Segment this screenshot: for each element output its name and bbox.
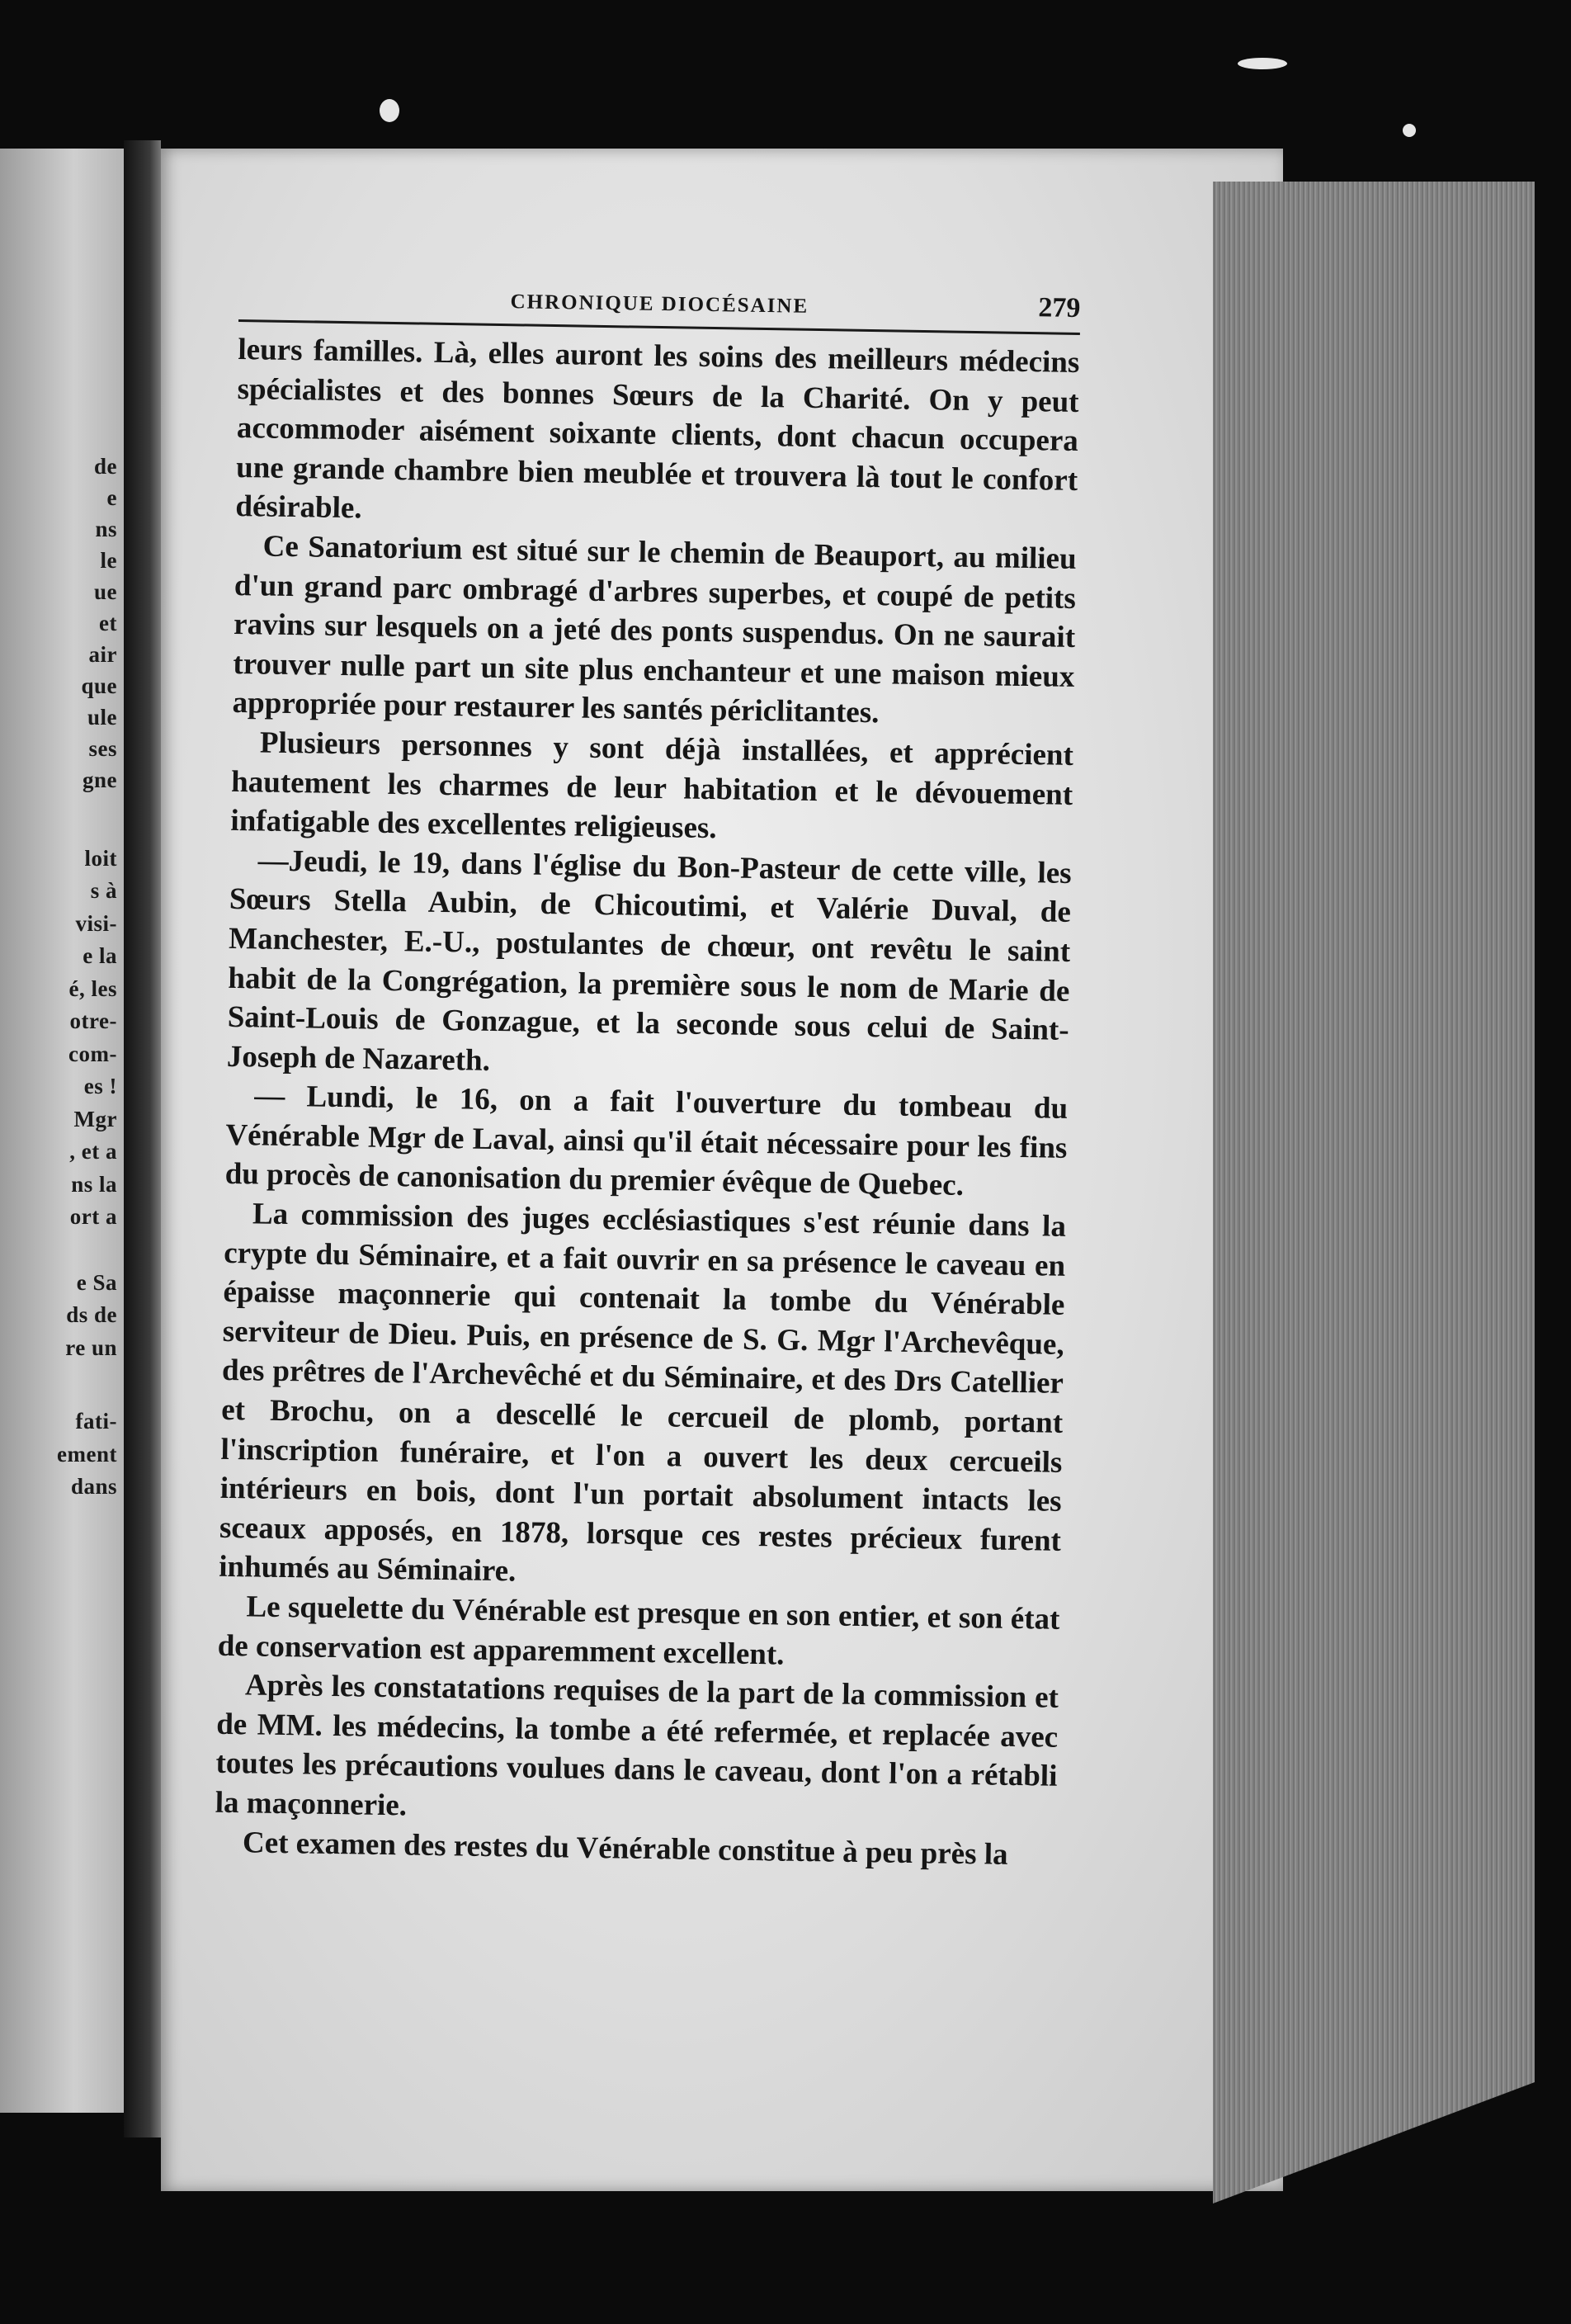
left-page-fragment: e xyxy=(106,485,117,510)
left-page-fragment: ds de xyxy=(66,1302,117,1327)
paragraph: Ce Sanatorium est situé sur le chemin de Beauport, au milieu d'un grand parc ombragé d'arbres superbes, et coupé de petits ravins sur lesquels on a jeté des ponts suspendus. On ne saurait trouver nulle part un site plus enchanteur et une maison mieux appropriée pour restaurer les santés périclitantes. xyxy=(232,529,1077,730)
left-page-fragment: , et a xyxy=(69,1139,117,1164)
left-page-fragment: ule xyxy=(87,705,117,730)
paragraph: Le squelette du Vénérable est presque en son entier, et son état de conservation est apparemment excellent. xyxy=(217,1589,1060,1672)
left-page-fragment: loit xyxy=(84,845,117,871)
left-page-edge xyxy=(0,149,124,2113)
paragraph: Après les constatations requises de la part de la commission et de MM. les médecins, la tombe a été refermée, et replacée avec toutes les précautions voulues dans le caveau, dont l'on a rétabli la maçonnerie. xyxy=(215,1668,1059,1823)
left-page-fragment: dans xyxy=(70,1474,117,1499)
left-page-fragment: de xyxy=(94,454,117,479)
paragraph: Plusieurs personnes y sont déjà installées, et apprécient hautement les charmes de leur habitation et le dévouement infatigable des excellentes religieuses. xyxy=(230,725,1074,846)
left-page-fragment: gne xyxy=(83,768,117,792)
left-page-fragment: re un xyxy=(65,1334,117,1360)
left-page-fragment: otre- xyxy=(69,1008,117,1033)
left-page-fragment: Mgr xyxy=(73,1106,117,1131)
left-page-fragment: que xyxy=(81,673,117,698)
left-page-fragment: ement xyxy=(57,1441,117,1467)
left-page-fragment: le xyxy=(100,548,117,573)
book-gutter xyxy=(124,140,161,2137)
left-page-fragment: s à xyxy=(90,878,117,903)
left-page-fragment: com- xyxy=(68,1041,117,1066)
left-page-fragment: é, les xyxy=(68,975,117,1001)
left-page-fragment: ns xyxy=(95,517,117,541)
left-page-fragment: es ! xyxy=(83,1074,117,1098)
running-title: CHRONIQUE DIOCÉSAINE xyxy=(510,290,809,318)
left-page-fragment: ses xyxy=(88,736,117,761)
left-page-fragment: e Sa xyxy=(76,1269,117,1295)
left-page-fragment: fati- xyxy=(75,1409,117,1434)
left-page-fragment: ue xyxy=(94,579,117,604)
dust-speck xyxy=(380,99,399,122)
paragraph: — Lundi, le 16, on a fait l'ouverture du tombeau du Vénérable Mgr de Laval, ainsi qu'il était nécessaire pour les fins du procès de canonisation du premier évêque de Quebec. xyxy=(224,1079,1069,1203)
paragraph: leurs familles. Là, elles auront les soins des meilleurs médecins spécialistes et des bonnes Sœurs de la Charité. On y peut accommoder aisément soixante clients, dont chacun occupera une grande chambre bien meublée et trouvera là tout le confort désirable. xyxy=(235,332,1080,526)
left-page-fragment: visi- xyxy=(75,910,117,936)
page-number: 279 xyxy=(1038,292,1081,324)
left-page-fragment: e la xyxy=(83,943,117,968)
paragraph: Cet examen des restes du Vénérable constitue à peu près la xyxy=(242,1825,1008,1872)
dust-speck xyxy=(1238,58,1287,69)
left-page-fragment: air xyxy=(88,642,117,667)
page-edges xyxy=(1213,182,1535,2204)
paragraph: La commission des juges ecclésiastiques s'est réunie dans la crypte du Séminaire, et a fait ouvrir en sa présence le caveau en épaisse maçonnerie qui contenait la tombe du Vénérable serviteur de Dieu. Puis, en présence de S. G. Mgr l'Archevêque, des prêtres de l'Archevêché et du Séminaire, et des Drs Catellier et Brochu, on a descellé le cercueil de plomb, portant l'inscription funéraire, et l'on a ouvert les deux cercueils intérieurs en bois, dont l'un portait absolument intacts les sceaux apposés, en 1878, lorsque ces restes précieux furent inhumés au Séminaire. xyxy=(218,1197,1067,1589)
left-page-fragment: et xyxy=(99,611,117,635)
paragraph: —Jeudi, le 19, dans l'église du Bon-Pasteur de cette ville, les Sœurs Stella Aubin, de Chicoutimi, et Valérie Duval, de Manchester, E.-U., postulantes de chœur, ont revêtu le saint habit de la Congrégation, la première sous le nom de Marie de Saint-Louis de Gonzague, et la seconde sous celui de Saint-Joseph de Nazareth. xyxy=(226,843,1072,1078)
left-page-fragment: ns la xyxy=(71,1171,117,1197)
left-page-fragment: ort a xyxy=(69,1204,117,1229)
dust-speck xyxy=(1403,124,1416,137)
page-text-block xyxy=(215,268,1081,1875)
